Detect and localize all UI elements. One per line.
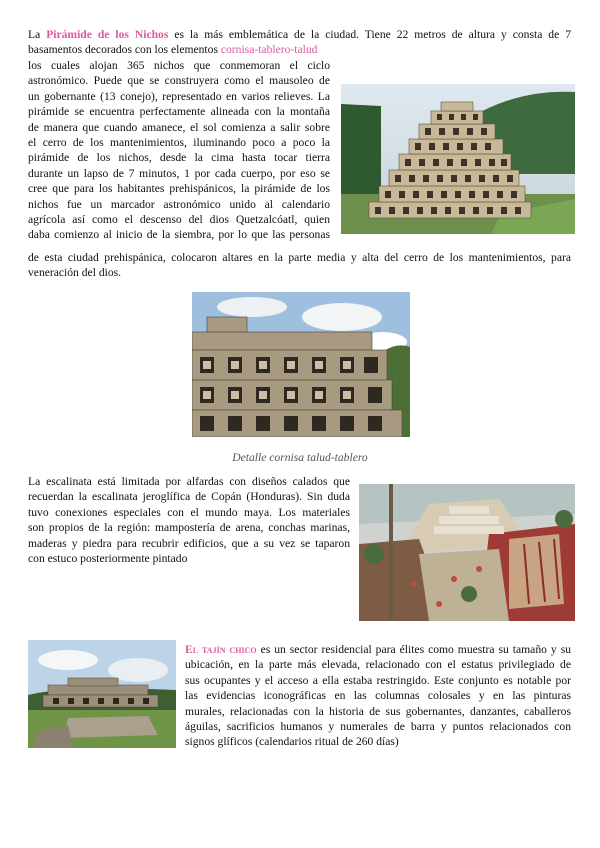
mural-painting — [359, 484, 575, 621]
narrow-line: de manera que cuando amanece, el sol comienza a salir sobre — [28, 120, 330, 134]
section3-first-line-rest: es un sector residencial para élites como muestra su tamaño y su — [256, 643, 572, 656]
section3-line: signos glíficos (calendarios ritual de 260 días) — [185, 735, 399, 749]
section1-closing — [28, 250, 571, 281]
section3-text — [185, 642, 571, 750]
section2-text — [28, 474, 350, 566]
section3-line: ubicación, en la parte más elevada, relacionado con el estatus privilegiado de — [185, 658, 571, 672]
elements-highlight: cornisa-tablero-talud — [220, 43, 318, 57]
full-line: de esta ciudad prehispánica, colocaron altares en la parte media y alta del cerro de los mantenimientos, para — [28, 251, 571, 264]
narrow-line: pirámide se encuentra perfectamente alineada con la montaña — [28, 105, 330, 119]
section2-line: son propios de la región: mampostería de arena, conchas marinas, — [28, 521, 350, 535]
section3-line: las evidencias iconográficas en las columnas colosales y en las pinturas — [185, 689, 571, 703]
narrow-line: durante un lapso de 7 minutos, 1 por cada cuerpo, por eso se — [28, 166, 330, 180]
intro-before: La — [28, 28, 47, 41]
section2-line: con estuco posteriormente pintado — [28, 552, 188, 566]
narrow-line: cree que para los habitantes prehispánicos, la pirámide de los — [28, 182, 330, 196]
narrow-line: daba comienzo al inicio de la siembra, por lo que las personas — [28, 228, 330, 242]
figure-caption: Detalle cornisa talud-tablero — [232, 451, 368, 464]
narrow-line: astronómico. Puede que se construyera como el mausoleo de — [28, 74, 330, 88]
section1-header — [28, 27, 571, 58]
tajin-chico-highlight: El tajín chico — [185, 643, 257, 656]
full-line: veneración del dios. — [28, 266, 122, 280]
narrow-line: un gobernante (13 conejo), representado en varios relieves. La — [28, 89, 330, 103]
line2-before: basamentos decorados con los elementos — [28, 43, 221, 57]
narrow-line: nichos fue un marcador astronómico unido al calendario — [28, 197, 330, 211]
narrow-line: pirámide de los nichos, desde la cima hasta tocar tierra — [28, 151, 330, 165]
section1-narrow-column — [28, 58, 330, 243]
section3-line1 — [185, 642, 571, 657]
narrow-line: agrícola así como el descenso del dios Quetzalcóatl, quien — [28, 213, 330, 227]
intro-after: es la más emblemática de la ciudad. Tiene 22 metros de altura y consta de 7 — [168, 28, 571, 41]
pyramid-title: Pirámide de los Nichos — [46, 28, 169, 41]
section2-line: recuerdan la escalinata jeroglífica de Copán (Honduras). Sin duda — [28, 490, 350, 504]
section2-line: maderas y piedra para recubrir edificios, que a su vez se taparon — [28, 536, 350, 550]
pyramid-photo — [341, 84, 575, 234]
section3-line: águilas, sacrificios humanos y numerales de barra y puntos relacionados con — [185, 720, 571, 734]
tajin-chico-photo — [28, 640, 176, 748]
narrow-line: el cerro de los mantenimientos, iluminando poco a poco la — [28, 136, 330, 150]
cornice-detail-photo — [192, 292, 410, 437]
section1-line2 — [28, 42, 330, 57]
section2-line: La escalinata está limitada por alfardas con diseños calados que — [28, 475, 350, 488]
narrow-line: los cuales alojan 365 nichos que conmemoran el ciclo — [28, 59, 330, 72]
section2-line: tuvo conexiones especiales con el mundo maya. Los materiales — [28, 505, 350, 519]
section3-line: sus ocupantes y el acceso a ella estaba restringido. Este conjunto es notable por — [185, 673, 571, 687]
section3-line: murales, relacionadas con la historia de sus gobernantes, danzantes, caballeros — [185, 704, 571, 718]
section1-line1 — [28, 27, 571, 42]
